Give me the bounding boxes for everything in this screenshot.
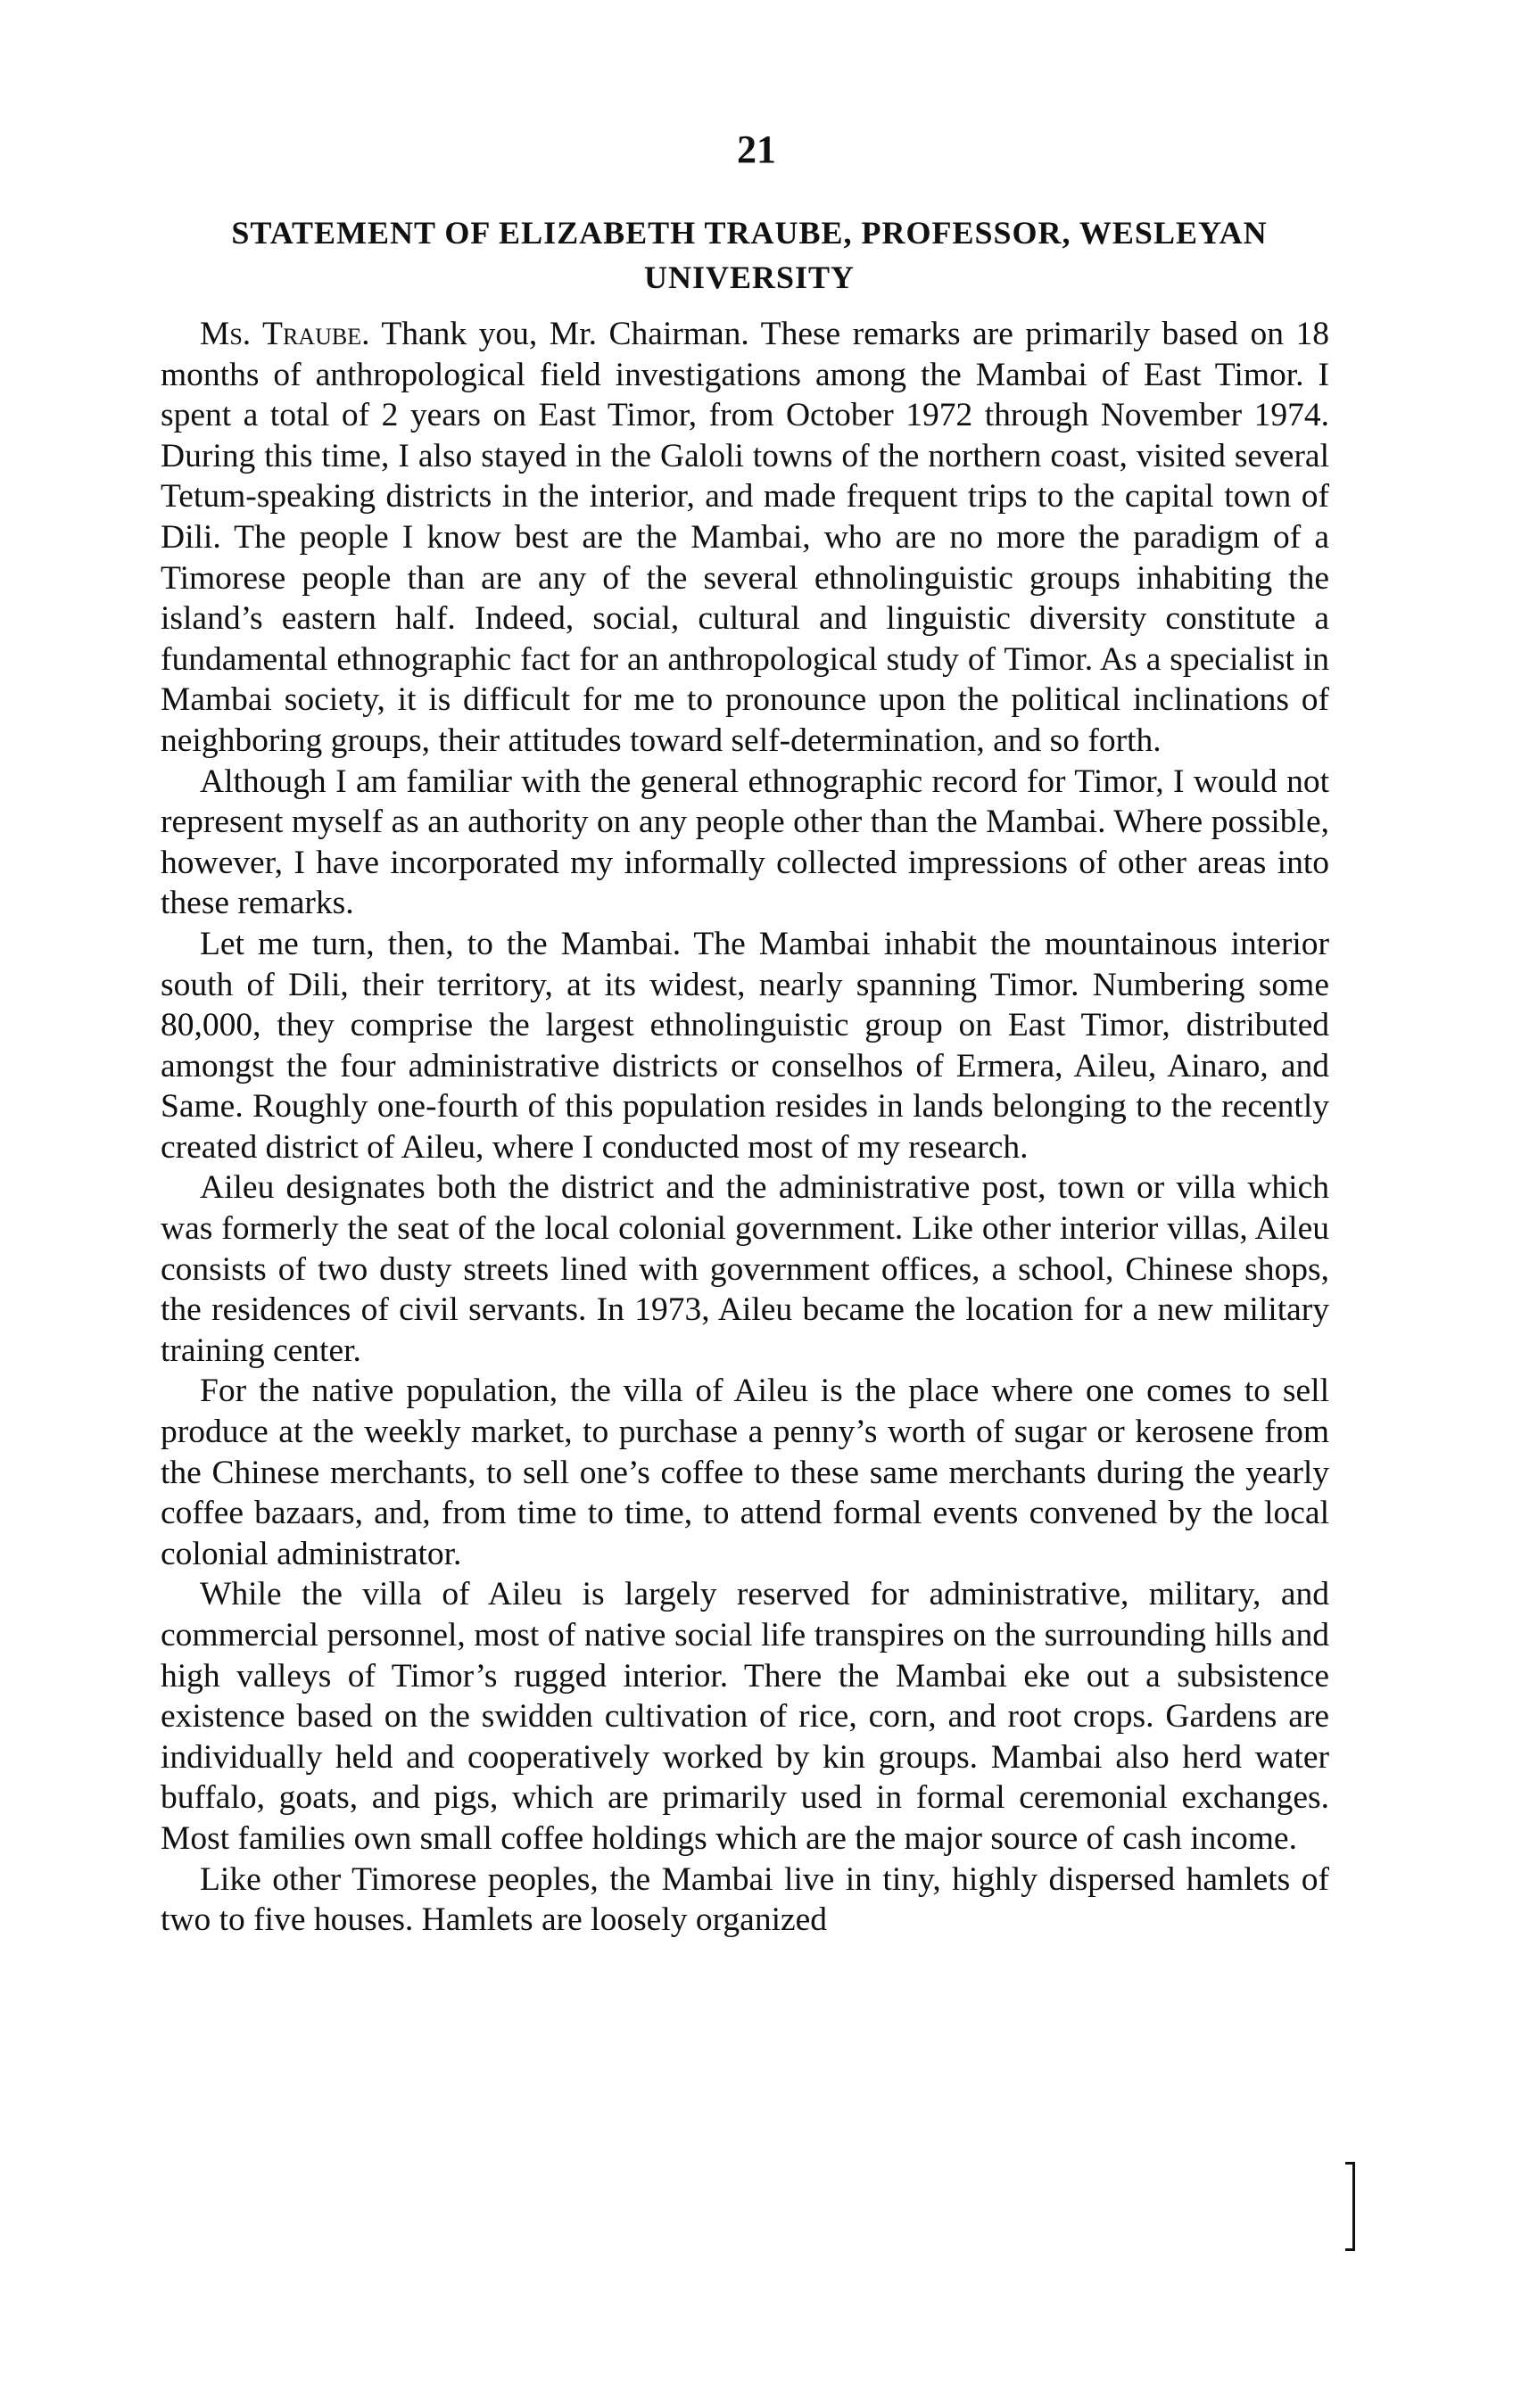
paragraph-7: Like other Timorese peoples, the Mambai live in tiny, highly dispersed hamlets of two to five houses. Hamlets are loosely organized — [161, 1860, 1329, 1939]
paragraph-5: For the native population, the villa of Aileu is the place where one comes to sell produce at the weekly market, to purchase a penny’s worth of sugar or kerosene from the Chinese merchants, to sell one’s coffee to these same merchants during the yearly coffee bazaars, and, from time to time, to attend formal events convened by the local colonial administrator. — [161, 1373, 1329, 1572]
paragraph-4: Aileu designates both the district and the administrative post, town or villa which was formerly the seat of the local colonial government. Like other interior villas, Aileu consists of two dusty streets lined with government offices, a school, Chinese shops, the residences of civil servants. In 1973, Aileu became the location for a new military training center. — [161, 1169, 1329, 1369]
speaker-name: Ms. Traube. — [200, 316, 370, 352]
paragraph-3: Let me turn, then, to the Mambai. The Mambai inhabit the mountainous interior south of Dili, their territory, at its widest, nearly spanning Timor. Numbering some 80,000, they comprise the largest ethnolinguistic group on East Timor, distributed amongst the four administrative districts or conselhos of Ermera, Aileu, Ainaro, and Same. Roughly one-fourth of this population resides in lands belonging to the recently created district of Aileu, where I conducted most of my research. — [161, 925, 1329, 1166]
paragraph-2: Although I am familiar with the general ethnographic record for Timor, I would not represent myself as an authority on any people other than the Mambai. Where possible, however, I have incorporated my informally collected impressions of other areas into these remarks. — [161, 763, 1329, 922]
page-number: 21 — [737, 128, 776, 171]
heading-line-1: STATEMENT OF ELIZABETH TRAUBE, PROFESSOR, WESLEYAN — [231, 215, 1268, 251]
paragraph-6: While the villa of Aileu is largely reserved for administrative, military, and commercial personnel, most of native social life transpires on the surrounding hills and high valleys of Timor’s rugged interior. There the Mambai eke out a subsistence existence based on the swidden cultivation of rice, corn, and root crops. Gardens are individually held and cooperatively worked by kin groups. Mambai also herd water buffalo, goats, and pigs, which are primarily used in formal ceremonial exchanges. Most families own small coffee holdings which are the major source of cash income. — [161, 1576, 1329, 1857]
heading-line-2: UNIVERSITY — [643, 260, 856, 295]
paragraph-1 — [161, 314, 1329, 762]
paragraph-1-text: Thank you, Mr. Chairman. These remarks are primarily based on 18 months of anthropological field investigations among the Mambai of East Timor. I spent a total of 2 years on East Timor, from October 1972 through November 1974. During this time, I also stayed in the Galoli towns of the northern coast, visited several Tetum-speaking districts in the interior, and made frequent trips to the capital town of Dili. The people I know best are the Mambai, who are no more the paradigm of a Timorese people than are any of the several ethnolinguistic groups inhabiting the island’s eastern half. Indeed, social, cultural and linguistic diversity constitute a fundamental ethnographic fact for an anthropological study of Timor. As a specialist in Mambai society, it is difficult for me to pronounce upon the political inclinations of neighboring groups, their attitudes toward self-determination, and so forth. — [161, 316, 1329, 759]
statement-heading — [161, 210, 1338, 300]
margin-bracket-mark — [1345, 2162, 1355, 2251]
statement-body — [161, 314, 1329, 1941]
